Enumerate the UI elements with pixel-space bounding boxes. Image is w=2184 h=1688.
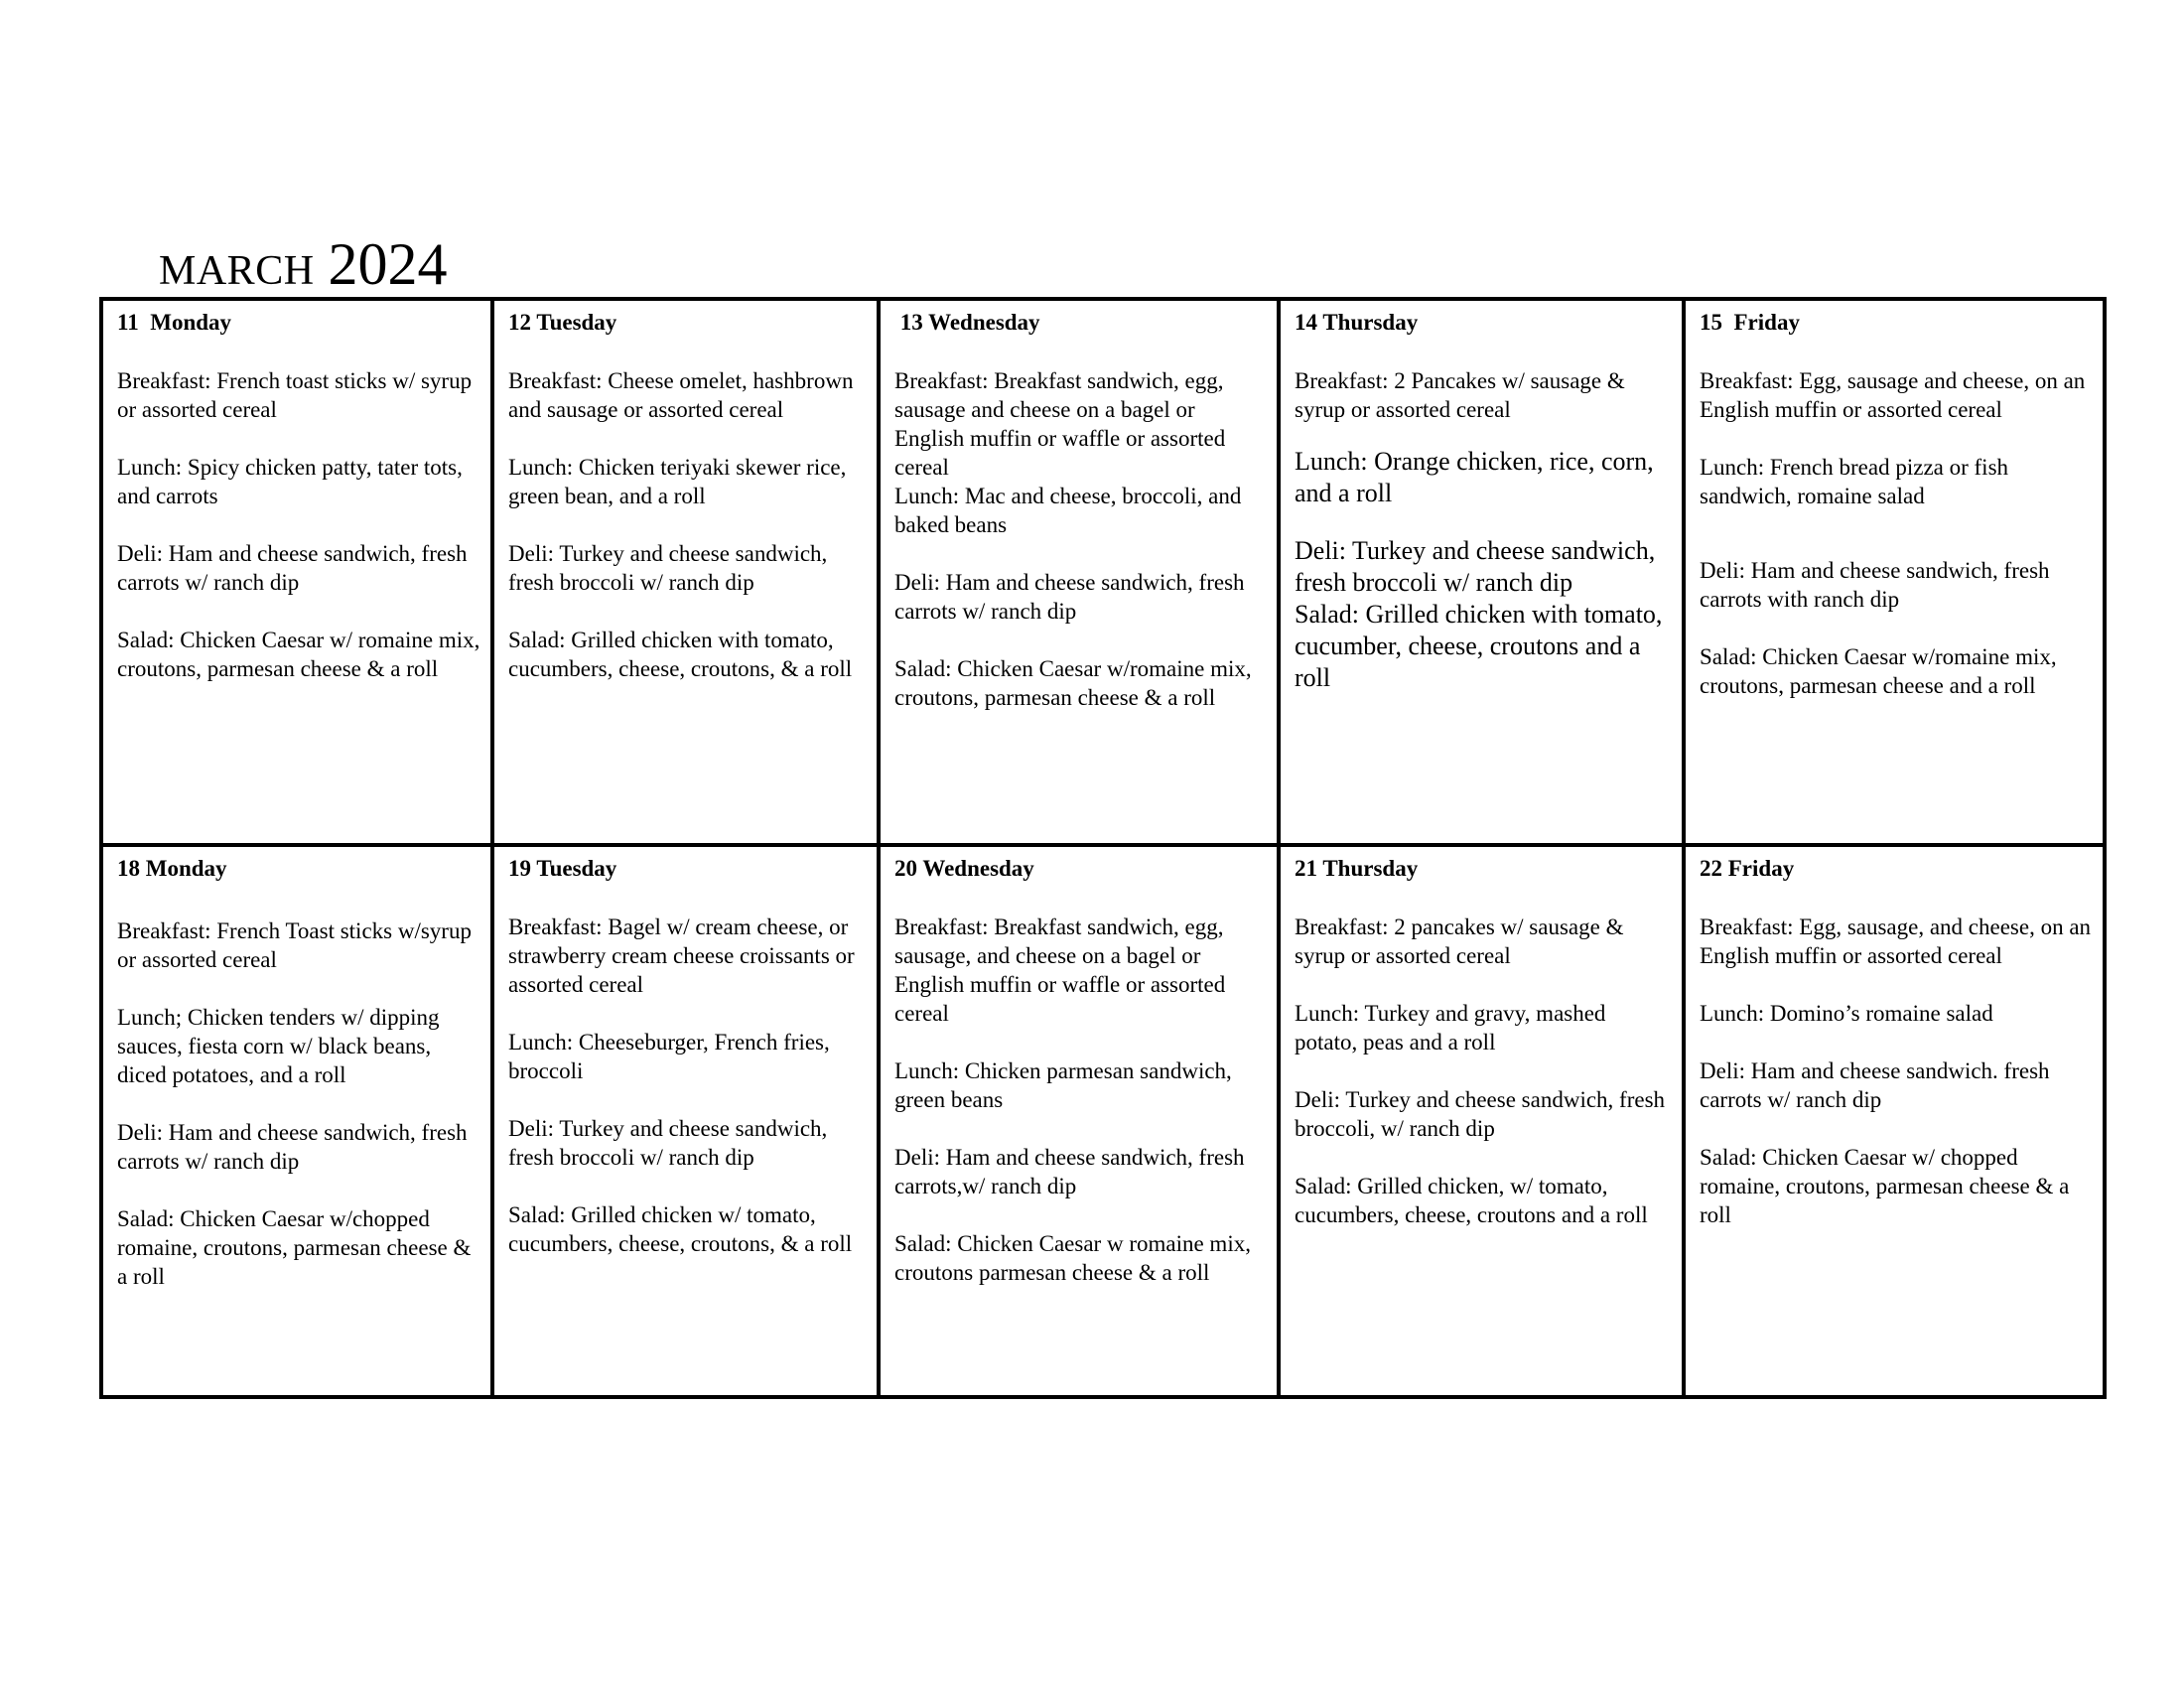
deli-item: Deli: Turkey and cheese sandwich, fresh broccoli w/ ranch dip xyxy=(508,541,828,595)
day-heading: 22 Friday xyxy=(1700,856,1795,881)
deli-item: Deli: Ham and cheese sandwich, fresh carrots,w/ ranch dip xyxy=(894,1145,1245,1198)
deli-item: Deli: Ham and cheese sandwich, fresh carrots w/ ranch dip xyxy=(117,1120,468,1174)
lunch-item: Lunch: Spicy chicken patty, tater tots, and carrots xyxy=(117,455,463,508)
breakfast-item: Breakfast: Bagel w/ cream cheese, or strawberry cream cheese croissants or assorted cereal xyxy=(508,914,855,997)
deli-item: Deli: Ham and cheese sandwich, fresh carrots w/ ranch dip xyxy=(894,570,1245,624)
day-cell-mar-21 xyxy=(1281,847,1686,1395)
breakfast-item: Breakfast: Egg, sausage, and cheese, on an English muffin or assorted cereal xyxy=(1700,914,2092,968)
breakfast-item: Breakfast: French Toast sticks w/syrup or assorted cereal xyxy=(117,918,472,972)
breakfast-item: Breakfast: Breakfast sandwich, egg, sausage and cheese on a bagel or English muffin or waffle or assorted cereal xyxy=(894,368,1226,480)
salad-item: Salad: Chicken Caesar w/romaine mix, croutons, parmesan cheese & a roll xyxy=(894,656,1252,710)
day-cell-mar-14 xyxy=(1281,301,1686,847)
breakfast-item: Breakfast: Egg, sausage and cheese, on an English muffin or assorted cereal xyxy=(1700,368,2086,422)
day-heading: 21 Thursday xyxy=(1295,856,1419,881)
breakfast-item: Breakfast: Breakfast sandwich, egg, sausage, and cheese on a bagel or English muffin or waffle or assorted cereal xyxy=(894,914,1226,1026)
salad-item: Salad: Chicken Caesar w/chopped romaine, croutons, parmesan cheese & a roll xyxy=(117,1206,472,1289)
salad-item: Salad: Chicken Caesar w/romaine mix, croutons, parmesan cheese and a roll xyxy=(1700,644,2057,698)
lunch-item: Lunch: Domino’s romaine salad xyxy=(1700,1001,1993,1026)
day-cell-mar-15 xyxy=(1686,301,2103,847)
day-cell-mar-18 xyxy=(103,847,494,1395)
day-cell-mar-22 xyxy=(1686,847,2103,1395)
day-heading: 20 Wednesday xyxy=(894,856,1034,881)
deli-item: Deli: Turkey and cheese sandwich, fresh broccoli, w/ ranch dip xyxy=(1295,1087,1666,1141)
lunch-item: Lunch: Chicken parmesan sandwich, green beans xyxy=(894,1058,1232,1112)
lunch-item: Lunch: Mac and cheese, broccoli, and baked beans xyxy=(894,484,1242,537)
deli-item: Deli: Ham and cheese sandwich, fresh carrots with ranch dip xyxy=(1700,558,2050,612)
salad-item: Salad: Chicken Caesar w/ chopped romaine, croutons, parmesan cheese & a roll xyxy=(1700,1145,2070,1227)
deli-item: Deli: Ham and cheese sandwich, fresh carrots w/ ranch dip xyxy=(117,541,468,595)
breakfast-item: Breakfast: Cheese omelet, hashbrown and sausage or assorted cereal xyxy=(508,368,854,422)
day-cell-mar-20 xyxy=(881,847,1281,1395)
calendar-title xyxy=(159,230,448,299)
day-cell-mar-11 xyxy=(103,301,494,847)
salad-item: Salad: Grilled chicken with tomato, cucumbers, cheese, croutons, & a roll xyxy=(508,628,853,681)
deli-item: Deli: Ham and cheese sandwich. fresh carrots w/ ranch dip xyxy=(1700,1058,2050,1112)
menu-calendar-grid xyxy=(99,297,2107,1399)
day-heading: 18 Monday xyxy=(117,856,227,881)
salad-item: Salad: Grilled chicken w/ tomato, cucumbers, cheese, croutons, & a roll xyxy=(508,1202,853,1256)
deli-item: Deli: Turkey and cheese sandwich, fresh broccoli w/ ranch dip xyxy=(508,1116,828,1170)
breakfast-item: Breakfast: 2 Pancakes w/ sausage & syrup or assorted cereal xyxy=(1295,368,1625,422)
month-label: MARCH xyxy=(159,248,315,294)
day-cell-mar-19 xyxy=(494,847,881,1395)
lunch-item: Lunch; Chicken tenders w/ dipping sauces, fiesta corn w/ black beans, diced potatoes, and a roll xyxy=(117,1005,440,1087)
day-heading: 15 Friday xyxy=(1700,310,1800,335)
lunch-item: Lunch: Cheeseburger, French fries, broccoli xyxy=(508,1030,830,1083)
lunch-item: Lunch: Chicken teriyaki skewer rice, green bean, and a roll xyxy=(508,455,847,508)
salad-item: Salad: Grilled chicken, w/ tomato, cucumbers, cheese, croutons and a roll xyxy=(1295,1174,1648,1227)
day-cell-mar-12 xyxy=(494,301,881,847)
salad-item: Salad: Grilled chicken with tomato, cucumber, cheese, croutons and a roll xyxy=(1295,600,1663,692)
breakfast-item: Breakfast: French toast sticks w/ syrup or assorted cereal xyxy=(117,368,473,422)
breakfast-item: Breakfast: 2 pancakes w/ sausage & syrup or assorted cereal xyxy=(1295,914,1624,968)
salad-item: Salad: Chicken Caesar w romaine mix, croutons parmesan cheese & a roll xyxy=(894,1231,1251,1285)
lunch-item: Lunch: Turkey and gravy, mashed potato, peas and a roll xyxy=(1295,1001,1606,1055)
lunch-item: Lunch: Orange chicken, rice, corn, and a roll xyxy=(1295,447,1654,507)
day-heading: 11 Monday xyxy=(117,310,232,335)
day-heading: 13 Wednesday xyxy=(894,310,1040,335)
day-cell-mar-13 xyxy=(881,301,1281,847)
year-label: 2024 xyxy=(328,231,448,297)
day-heading: 19 Tuesday xyxy=(508,856,617,881)
day-heading: 12 Tuesday xyxy=(508,310,617,335)
salad-item: Salad: Chicken Caesar w/ romaine mix, croutons, parmesan cheese & a roll xyxy=(117,628,480,681)
deli-item: Deli: Turkey and cheese sandwich, fresh broccoli w/ ranch dip xyxy=(1295,536,1656,597)
day-heading: 14 Thursday xyxy=(1295,310,1419,335)
lunch-item: Lunch: French bread pizza or fish sandwich, romaine salad xyxy=(1700,455,2009,508)
